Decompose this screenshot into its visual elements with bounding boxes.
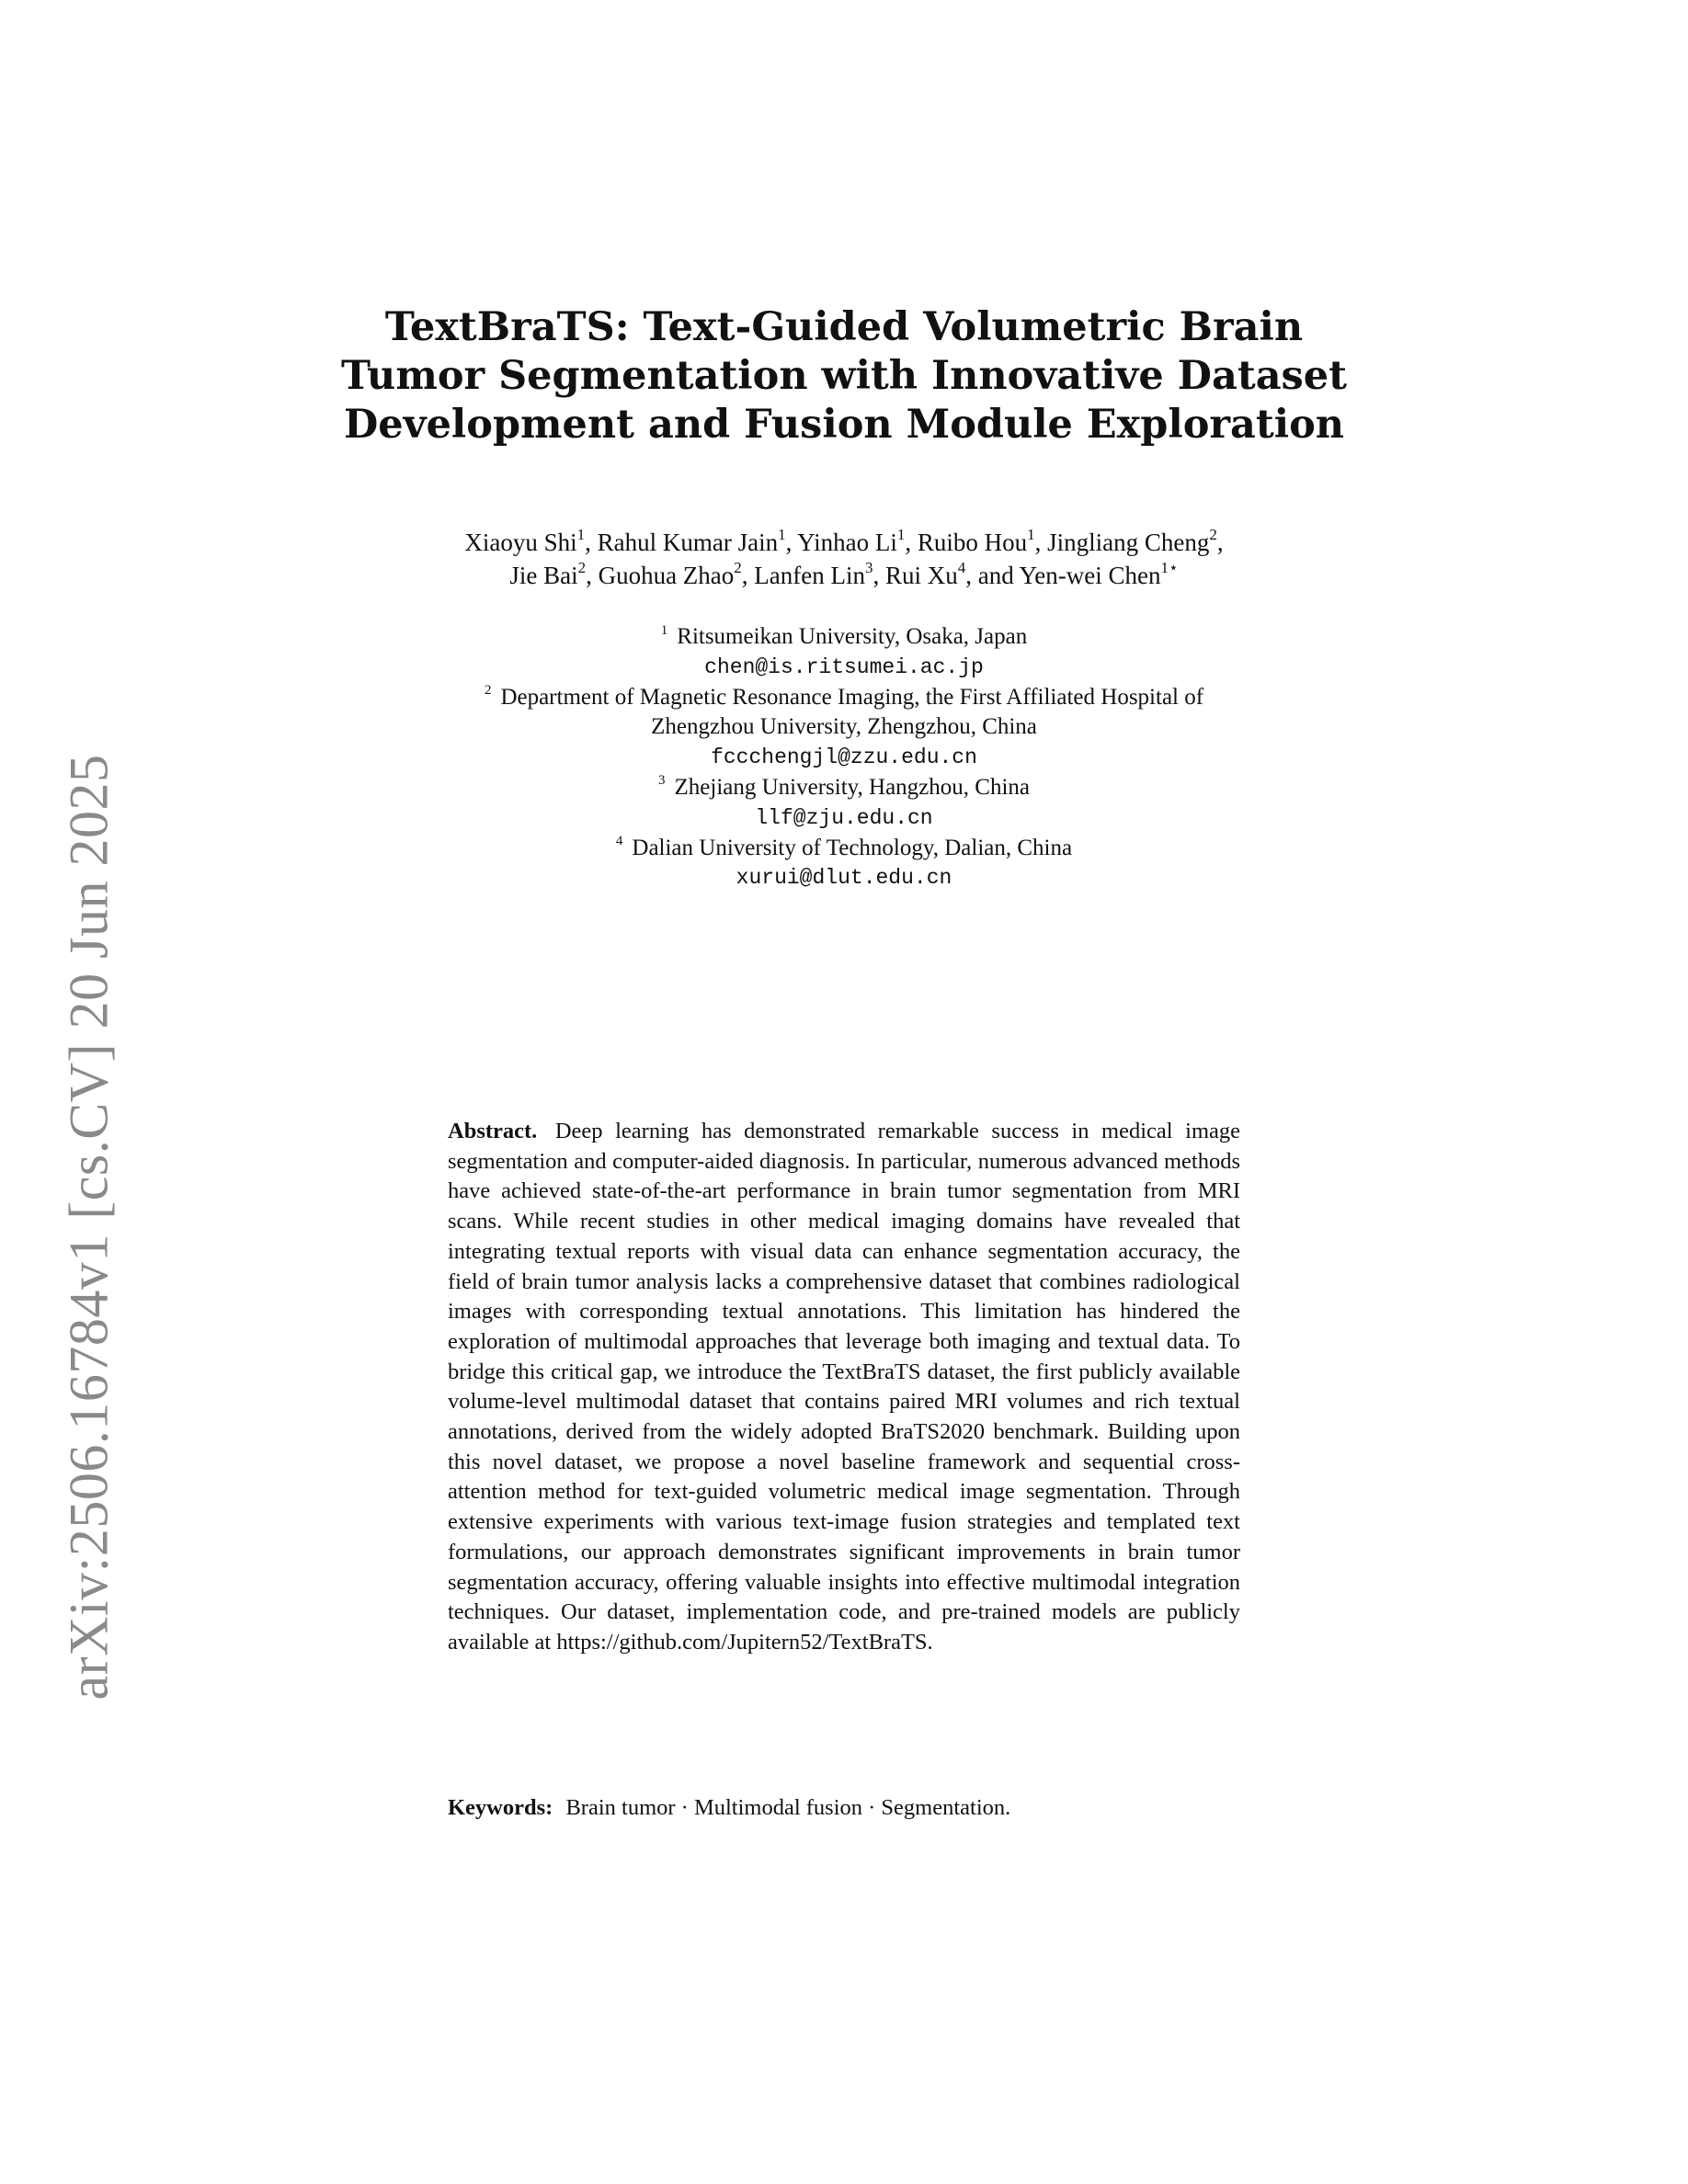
affiliation-4 [0, 834, 1688, 894]
affiliation-email: fccchengjl@zzu.edu.cn [711, 745, 977, 770]
affiliation-email: xurui@dlut.edu.cn [736, 866, 952, 891]
author-affiliation-mark: 2 [734, 559, 742, 577]
author-name: Yen-wei Chen [1019, 562, 1161, 589]
author-name: Guohua Zhao [598, 562, 735, 589]
abstract-text: Deep learning has demonstrated remarkable success in medical image segmentation and computer-aided diagnosis. In particular, numerous advanced methods have achieved state-of-the-art performance in brain tumor segmentation from MRI scans. While recent studies in other medical imaging domains have revealed that integrating textual reports with visual data can enhance segmentation accuracy, the field of brain tumor analysis lacks a comprehensive dataset that combines radiological images with corresponding textual annotations. This limitation has hindered the exploration of multimodal approaches that leverage both imaging and textual data. To bridge this critical gap, we introduce the TextBraTS dataset, the first publicly available volume-level multimodal dataset that contains paired MRI volumes and rich textual annotations, derived from the widely adopted BraTS2020 benchmark. Building upon this novel dataset, we propose a novel baseline framework and sequential cross-attention method for text-guided volumetric medical image segmentation. Through extensive experiments with various text-image fusion strategies and templated text formulations, our approach demonstrates significant improvements in brain tumor segmentation accuracy, offering valuable insights into effective multimodal integration techniques. Our dataset, implementation code, and pre-trained models are publicly available at https://github.com/Jupitern52/TextBraTS. [448, 1119, 1241, 1655]
author-name: Lanfen Lin [754, 562, 865, 589]
affiliation-list [0, 622, 1688, 893]
affiliation-line [0, 622, 1688, 653]
author-affiliation-mark: 1 [896, 526, 906, 544]
author-affiliation-mark: 4 [957, 559, 966, 577]
author-list [0, 526, 1688, 592]
author-name: Jingliang Cheng [1047, 529, 1210, 556]
author-name: Xiaoyu Shi [464, 529, 577, 556]
affiliation-line [0, 773, 1688, 803]
author-affiliation-mark: 1 [576, 526, 586, 544]
keywords-label: Keywords: [448, 1795, 553, 1820]
abstract [448, 1117, 1240, 1658]
affiliation-text: Department of Magnetic Resonance Imaging, the First Affiliated Hospital of [500, 684, 1204, 710]
affiliation-1 [0, 622, 1688, 683]
title-line-3: Development and Fusion Module Exploration [343, 402, 1345, 448]
author-line-1: Xiaoyu Shi$^1$, Rahul Kumar Jain$^1$, Yinhao Li$^1$, Ruibo Hou$^1$, Jingliang Cheng$^2$, [464, 526, 1224, 556]
affiliation-email: llf@zju.edu.cn [755, 805, 933, 830]
affiliation-line [0, 834, 1688, 864]
affiliation-number: 2 [484, 683, 492, 699]
author-line-2: Jie Bai$^2$, Guohua Zhao$^2$, Lanfen Lin$^3$, Rui Xu$^4$, and Yen-wei Chen$^{1⋆}$ [509, 559, 1179, 589]
author-affiliation-mark: 3 [865, 559, 873, 577]
author-name: Rui Xu [885, 562, 958, 589]
affiliation-3 [0, 773, 1688, 834]
affiliation-number: 4 [615, 834, 623, 849]
author-affiliation-mark: 1 [778, 526, 786, 544]
affiliation-2 [0, 683, 1688, 773]
affiliation-number: 3 [658, 773, 666, 789]
author-name: Jie Bai [509, 562, 578, 589]
author-affiliation-mark: 1 [1027, 526, 1035, 544]
affiliation-line [0, 683, 1688, 713]
title-line-1: TextBraTS: Text-Guided Volumetric Brain [384, 304, 1304, 350]
author-name: Rahul Kumar Jain [597, 529, 779, 556]
arxiv-identifier-stamp: arXiv:2506.16784v1 [cs.CV] 20 Jun 2025 [58, 754, 120, 1701]
affiliation-text: Dalian University of Technology, Dalian, China [632, 835, 1073, 860]
author-affiliation-mark: 2 [1209, 526, 1217, 544]
author-affiliation-mark: 2 [577, 559, 587, 577]
affiliation-line: Zhengzhou University, Zhengzhou, China [651, 714, 1037, 740]
affiliation-text: Zhejiang University, Hangzhou, China [674, 774, 1030, 800]
author-affiliation-mark: 1⋆ [1160, 559, 1179, 577]
abstract-label: Abstract. [448, 1119, 538, 1143]
author-name: Yinhao Li [797, 529, 897, 556]
affiliation-text: Ritsumeikan University, Osaka, Japan [677, 624, 1028, 649]
affiliation-email: chen@is.ritsumei.ac.jp [704, 654, 984, 679]
affiliation-number: 1 [660, 622, 668, 638]
author-name: Ruibo Hou [917, 529, 1028, 556]
paper-title [0, 303, 1688, 449]
keywords-text: Brain tumor · Multimodal fusion · Segmentation. [565, 1795, 1011, 1820]
title-line-2: Tumor Segmentation with Innovative Dataset [341, 353, 1347, 399]
keywords [448, 1793, 1240, 1824]
